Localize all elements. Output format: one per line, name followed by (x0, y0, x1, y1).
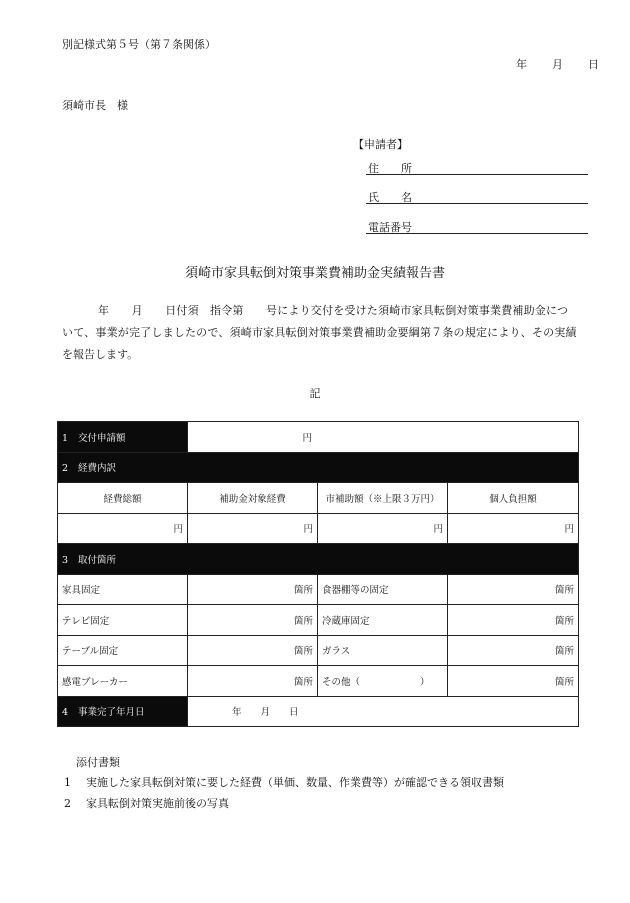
attachments-heading: 添付書類 (76, 756, 120, 769)
row-application-amount (58, 422, 579, 453)
table-row (58, 666, 579, 697)
phone-line[interactable] (366, 233, 588, 234)
item-table-fixing: テーブル固定 (58, 635, 188, 666)
attachment-item: 1 実施した家具転倒対策に要した経費（単価、数量、作業費等）が確認できる領収書類 (64, 776, 504, 789)
col-eligible-expense: 補助金対象経費 (188, 483, 318, 514)
form-number: 別記様式第５号（第７条関係） (62, 38, 216, 51)
row-completion-date (58, 696, 579, 727)
row-expense-values (58, 513, 579, 544)
attachment-item: 2 家具転倒対策実施前後の写真 (64, 797, 229, 810)
col-personal-burden: 個人負担額 (448, 483, 579, 514)
body-line-3: を報告します。 (62, 348, 139, 361)
document-title: 須崎市家具転倒対策事業費補助金実績報告書 (184, 266, 445, 281)
fridge-fixing-count[interactable]: 箇所 (448, 605, 579, 636)
application-amount-label: 1 交付申請額 (58, 422, 188, 453)
glass-count[interactable]: 箇所 (448, 635, 579, 666)
eligible-expense-field[interactable]: 円 (188, 513, 318, 544)
furniture-fixing-count[interactable]: 箇所 (188, 574, 318, 605)
row-expense-breakdown-header (58, 452, 579, 483)
item-seismic-breaker: 感電ブレーカー (58, 666, 188, 697)
table-row (58, 574, 579, 605)
install-locations-label: 3 取付箇所 (58, 544, 579, 575)
row-install-locations-header (58, 544, 579, 575)
cupboard-fixing-count[interactable]: 箇所 (448, 574, 579, 605)
completion-date-label: 4 事業完了年月日 (58, 696, 188, 727)
name-label: 氏 名 (368, 191, 412, 204)
expense-breakdown-label: 2 経費内訳 (58, 452, 579, 483)
item-tv-fixing: テレビ固定 (58, 605, 188, 636)
address-label: 住 所 (368, 162, 412, 175)
applicant-heading: 【申請者】 (353, 138, 408, 151)
application-amount-field[interactable]: 円 (188, 422, 579, 453)
row-expense-columns (58, 483, 579, 514)
other-count[interactable]: 箇所 (448, 666, 579, 697)
table-fixing-count[interactable]: 箇所 (188, 635, 318, 666)
seismic-breaker-count[interactable]: 箇所 (188, 666, 318, 697)
city-subsidy-field[interactable]: 円 (318, 513, 448, 544)
address-line[interactable] (366, 174, 588, 175)
item-cupboard-fixing: 食器棚等の固定 (318, 574, 448, 605)
date-line: 年 月 日 (516, 58, 600, 71)
body-line-1: 年 月 日付須 指令第 号により交付を受けた須崎市家具転倒対策事業費補助金につ (98, 304, 569, 317)
item-fridge-fixing: 冷蔵庫固定 (318, 605, 448, 636)
table-row (58, 635, 579, 666)
tv-fixing-count[interactable]: 箇所 (188, 605, 318, 636)
col-city-subsidy: 市補助額（※上限３万円） (318, 483, 448, 514)
body-line-2: いて、事業が完了しましたので、須崎市家具転倒対策事業費補助金要綱第７条の規定により、その実績 (62, 326, 577, 339)
item-glass: ガラス (318, 635, 448, 666)
table-row (58, 605, 579, 636)
name-line[interactable] (366, 203, 588, 204)
col-total-expense: 経費総額 (58, 483, 188, 514)
completion-date-field[interactable]: 年 月 日 (188, 696, 579, 727)
ki-mark: 記 (309, 387, 321, 400)
addressee: 須崎市長 様 (62, 99, 128, 112)
item-furniture-fixing: 家具固定 (58, 574, 188, 605)
item-other[interactable]: その他（ ） (318, 666, 448, 697)
personal-burden-field[interactable]: 円 (448, 513, 579, 544)
phone-label: 電話番号 (368, 221, 412, 234)
report-table (57, 421, 579, 727)
total-expense-field[interactable]: 円 (58, 513, 188, 544)
